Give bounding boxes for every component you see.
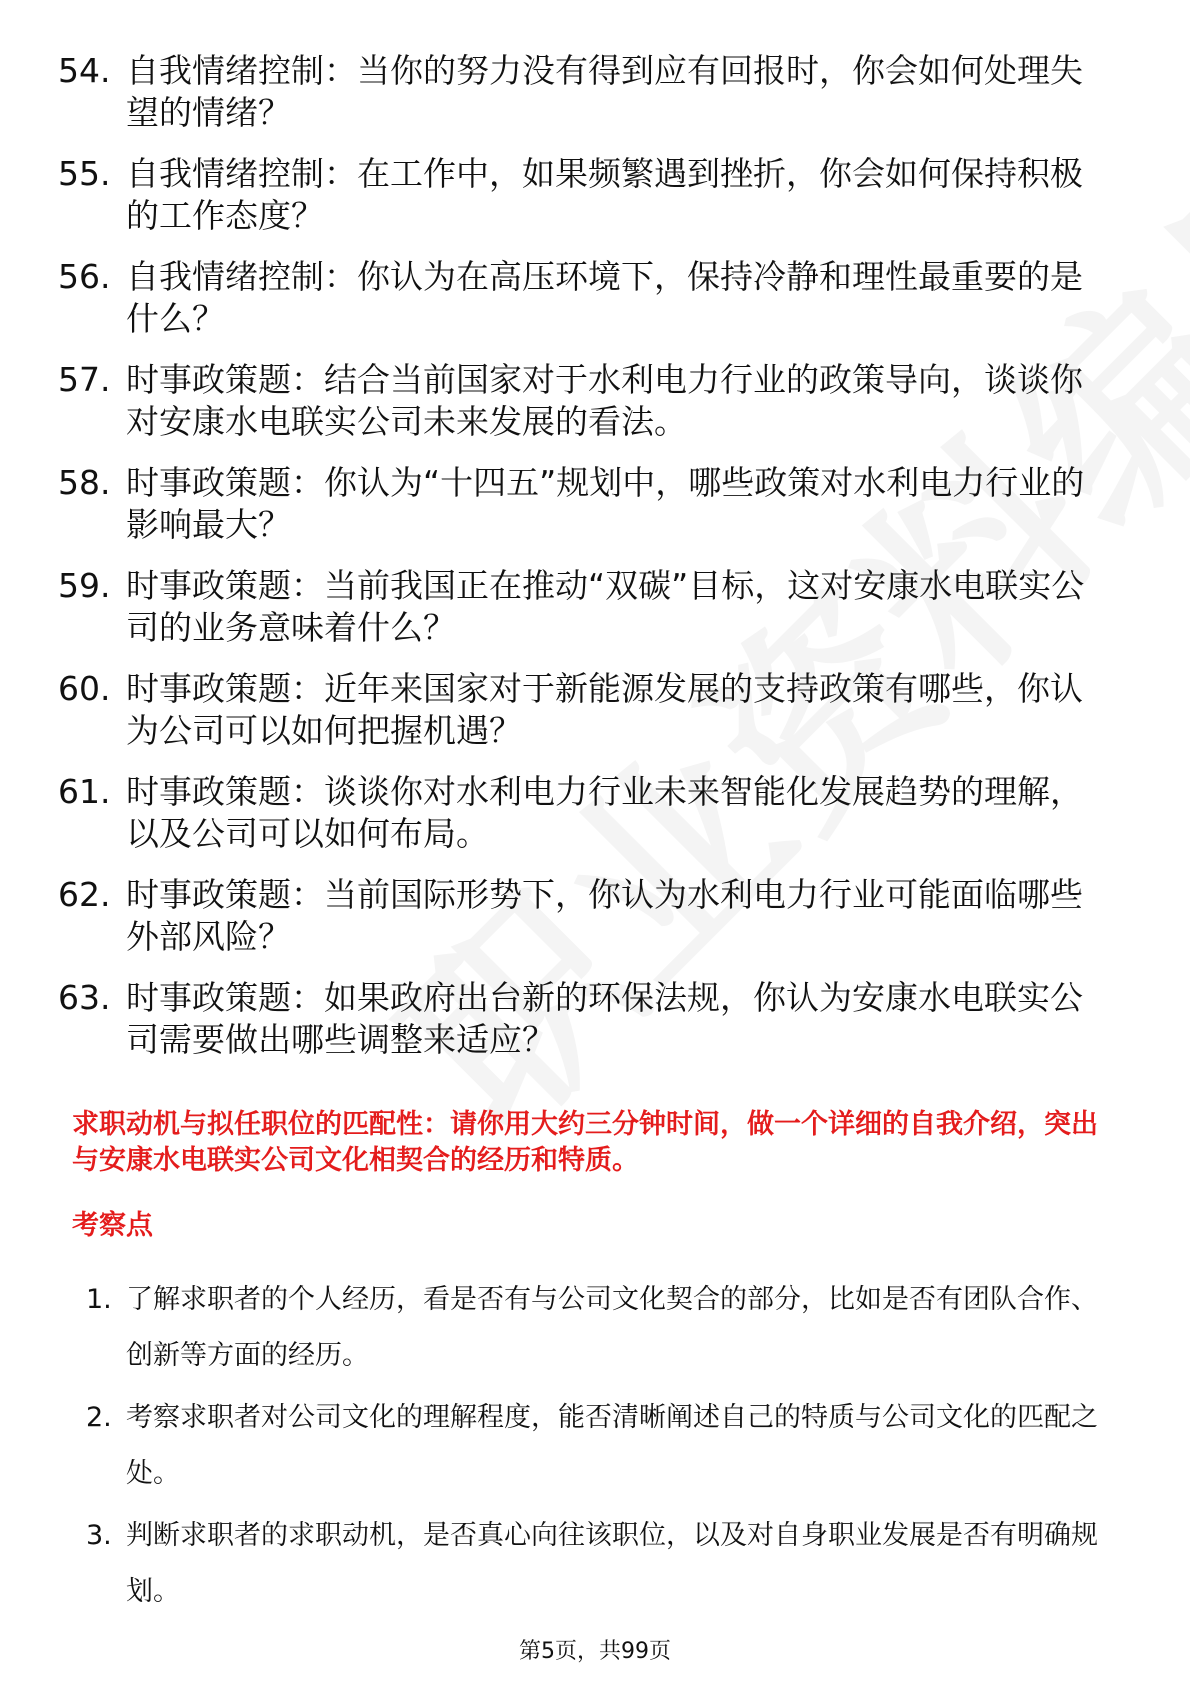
question-list [0, 50, 1190, 1080]
section-heading: 考察点 [72, 1210, 153, 1241]
focus-question: 求职动机与拟任职位的匹配性：请你用大约三分钟时间，做一个详细的自我介绍，突出与安康水电联实公司文化相契合的经历和特质。 [72, 1109, 1098, 1176]
point-number: 3. [86, 1520, 112, 1551]
question-text: 时事政策题：你认为“十四五”规划中，哪些政策对水利电力行业的影响最大？ [126, 463, 1085, 544]
point-text: 判断求职者的求职动机，是否真心向往该职位，以及对自身职业发展是否有明确规划。 [126, 1520, 1098, 1607]
question-text: 时事政策题：当前国际形势下，你认为水利电力行业可能面临哪些外部风险？ [126, 875, 1083, 956]
question-number: 63. [58, 978, 111, 1017]
question-number: 58. [58, 463, 111, 502]
question-number: 56. [58, 257, 111, 296]
question-number: 55. [58, 154, 111, 193]
question-number: 59. [58, 566, 111, 605]
question-text: 自我情绪控制：在工作中，如果频繁遇到挫折，你会如何保持积极的工作态度？ [126, 154, 1083, 235]
question-item [0, 359, 1190, 443]
question-number: 62. [58, 875, 111, 914]
point-text: 了解求职者的个人经历，看是否有与公司文化契合的部分，比如是否有团队合作、创新等方面的经历。 [126, 1284, 1098, 1371]
point-number: 1. [86, 1284, 112, 1315]
question-text: 自我情绪控制：你认为在高压环境下，保持冷静和理性最重要的是什么？ [126, 257, 1083, 338]
question-text: 时事政策题：如果政府出台新的环保法规，你认为安康水电联实公司需要做出哪些调整来适应？ [126, 978, 1083, 1059]
question-item [0, 50, 1190, 134]
point-item [0, 1272, 1190, 1384]
question-text: 时事政策题：谈谈你对水利电力行业未来智能化发展趋势的理解，以及公司可以如何布局。 [126, 772, 1083, 853]
question-number: 60. [58, 669, 111, 708]
assessment-points [0, 1272, 1190, 1626]
question-item [0, 977, 1190, 1061]
question-item [0, 668, 1190, 752]
question-number: 57. [58, 360, 111, 399]
point-number: 2. [86, 1402, 112, 1433]
point-text: 考察求职者对公司文化的理解程度，能否清晰阐述自己的特质与公司文化的匹配之处。 [126, 1402, 1098, 1489]
question-text: 时事政策题：当前我国正在推动“双碳”目标，这对安康水电联实公司的业务意味着什么？ [126, 566, 1085, 647]
question-number: 61. [58, 772, 111, 811]
question-item [0, 462, 1190, 546]
question-text: 自我情绪控制：当你的努力没有得到应有回报时，你会如何处理失望的情绪？ [126, 51, 1083, 132]
question-item [0, 565, 1190, 649]
question-item [0, 256, 1190, 340]
question-item [0, 771, 1190, 855]
point-item [0, 1390, 1190, 1502]
question-text: 时事政策题：近年来国家对于新能源发展的支持政策有哪些，你认为公司可以如何把握机遇？ [126, 669, 1083, 750]
question-item [0, 153, 1190, 237]
question-number: 54. [58, 51, 111, 90]
question-text: 时事政策题：结合当前国家对于水利电力行业的政策导向，谈谈你对安康水电联实公司未来发展的看法。 [126, 360, 1083, 441]
page-footer: 第5页，共99页 [519, 1639, 671, 1664]
question-item [0, 874, 1190, 958]
point-item [0, 1508, 1190, 1620]
